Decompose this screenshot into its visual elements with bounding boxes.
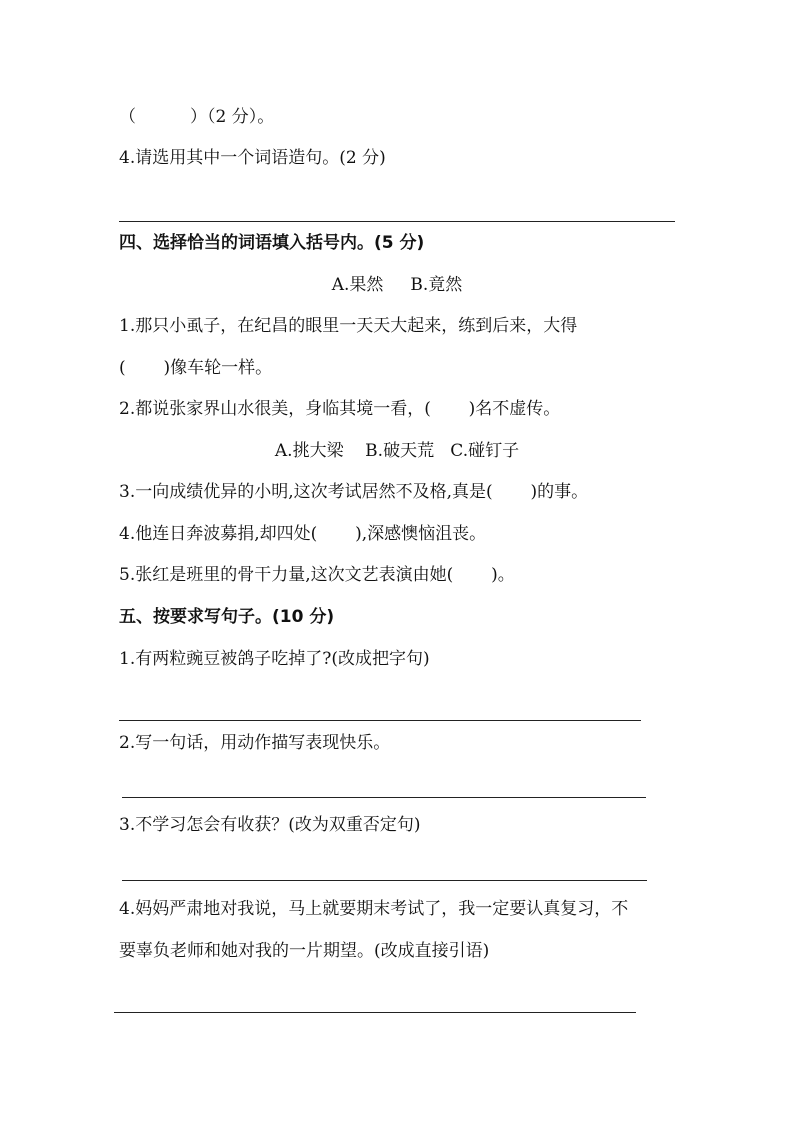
question-1-line-1: 1.那只小虱子，在纪昌的眼里一天天大起来，练到后来，大得 xyxy=(119,316,578,336)
answer-line-4 xyxy=(122,880,647,881)
section-five-title: 五、按要求写句子。(10 分) xyxy=(119,607,335,627)
question-2: 2.都说张家界山水很美，身临其境一看，( )名不虚传。 xyxy=(119,399,561,419)
section-four-title: 四、选择恰当的词语填入括号内。(5 分) xyxy=(119,233,425,253)
options-group-1: A.果然 B.竟然 xyxy=(331,275,463,295)
question-5: 5.张红是班里的骨干力量,这次文艺表演由她( )。 xyxy=(119,565,515,585)
question-sentence-making: 4.请选用其中一个词语造句。(2 分) xyxy=(119,148,386,168)
writing-question-4-line-1: 4.妈妈严肃地对我说，马上就要期末考试了，我一定要认真复习，不 xyxy=(119,899,629,919)
options-group-2: A.挑大梁 B.破天荒 C.碰钉子 xyxy=(274,441,520,461)
answer-line-3 xyxy=(122,797,646,798)
question-4: 4.他连日奔波募捐,却四处( ),深感懊恼沮丧。 xyxy=(119,524,487,544)
answer-line-1 xyxy=(119,221,675,222)
writing-question-3: 3.不学习怎会有收获？(改为双重否定句) xyxy=(119,815,421,835)
writing-question-2: 2.写一句话，用动作描写表现快乐。 xyxy=(119,733,391,753)
writing-question-4-line-2: 要辜负老师和她对我的一片期望。(改成直接引语) xyxy=(119,941,490,961)
writing-question-1: 1.有两粒豌豆被鸽子吃掉了?(改成把字句) xyxy=(119,649,430,669)
question-1-line-2: ( )像车轮一样。 xyxy=(119,358,273,378)
answer-line-2 xyxy=(119,720,641,721)
answer-line-5 xyxy=(114,1012,636,1013)
blank-line-score: （ ）（2 分）。 xyxy=(119,107,275,127)
question-3: 3.一向成绩优异的小明,这次考试居然不及格,真是( )的事。 xyxy=(119,482,589,502)
